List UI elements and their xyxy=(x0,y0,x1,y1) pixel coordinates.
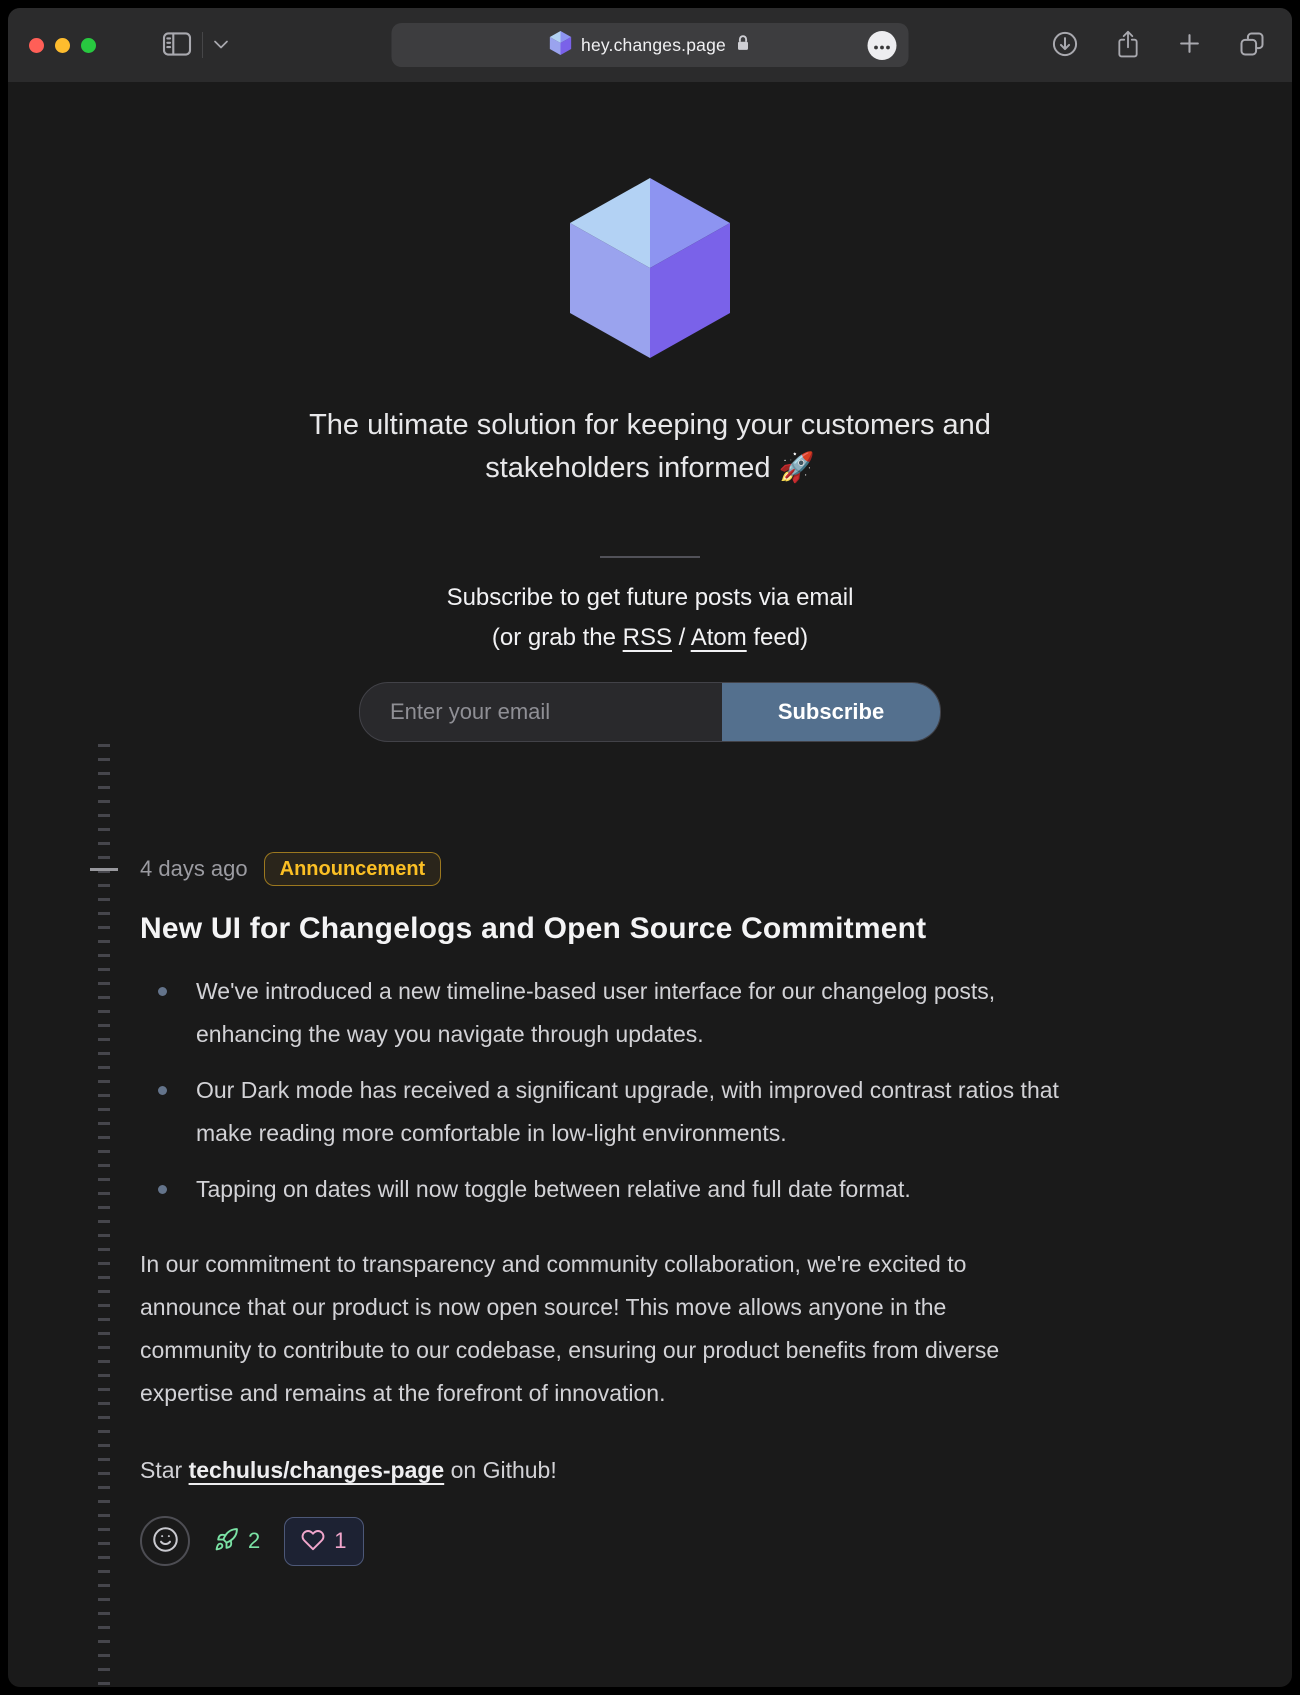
ellipsis-icon xyxy=(874,38,891,53)
toolbar-actions xyxy=(1051,29,1266,62)
rocket-icon xyxy=(214,1527,239,1555)
hero-section xyxy=(8,82,1292,742)
timeline-section xyxy=(8,742,1292,1687)
sidebar-controls xyxy=(162,31,229,60)
maximize-button[interactable] xyxy=(81,38,96,53)
browser-window xyxy=(8,8,1292,1687)
tab-overview-button[interactable] xyxy=(1238,30,1266,61)
heart-reaction-button[interactable] xyxy=(284,1517,363,1566)
post-title: New UI for Changelogs and Open Source Commitment xyxy=(140,912,927,945)
page-menu-button[interactable] xyxy=(868,31,897,60)
site-favicon-cube-icon xyxy=(549,31,571,60)
rocket-reaction-button[interactable] xyxy=(214,1527,260,1555)
download-icon xyxy=(1051,30,1079,61)
downloads-button[interactable] xyxy=(1051,30,1079,61)
timeline-post-tick xyxy=(90,868,118,871)
address-bar[interactable] xyxy=(392,23,909,67)
cube-logo xyxy=(570,178,730,358)
url-text: hey.changes.page xyxy=(581,34,726,55)
share-button[interactable] xyxy=(1115,29,1141,62)
feed-links-line xyxy=(8,624,1292,652)
plus-icon xyxy=(1177,31,1202,59)
smiley-icon xyxy=(152,1526,179,1556)
post-date[interactable]: 4 days ago xyxy=(140,856,248,881)
post-paragraph: In our commitment to transparency and community collaboration, we're excited to announce that our product is now open source! This move allows anyone in the community to contribute to our codebase, ensuring our product benefits from diverse expertise and remains at the forefront of innovation. xyxy=(140,1251,1000,1406)
tab-overview-icon xyxy=(1238,30,1266,61)
subscribe-button[interactable]: Subscribe xyxy=(722,683,940,741)
announcement-badge[interactable]: Announcement xyxy=(264,852,442,886)
page-tagline: The ultimate solution for keeping your customers and stakeholders informed 🚀 xyxy=(309,409,991,484)
sidebar-toggle-button[interactable] xyxy=(162,31,192,60)
feed-line-suffix: feed) xyxy=(746,624,809,651)
bullet-item: We've introduced a new timeline-based user interface for our changelog posts, enhancing the way you navigate through updates. xyxy=(140,970,1100,1056)
minimize-button[interactable] xyxy=(55,38,70,53)
heart-icon xyxy=(301,1528,325,1555)
atom-link[interactable]: Atom xyxy=(690,624,747,651)
share-icon xyxy=(1115,29,1141,62)
timeline-dashed-line xyxy=(98,744,110,1687)
rocket-count: 2 xyxy=(248,1528,261,1553)
github-repo-link[interactable]: techulus/changes-page xyxy=(188,1457,445,1483)
reactions-bar xyxy=(140,1516,1172,1566)
heart-count: 1 xyxy=(334,1528,347,1553)
github-line-prefix: Star xyxy=(140,1457,189,1483)
bullet-item: Tapping on dates will now toggle between relative and full date format. xyxy=(140,1168,1100,1211)
close-button[interactable] xyxy=(29,38,44,53)
subscribe-text: Subscribe to get future posts via email xyxy=(446,584,854,611)
page-content xyxy=(8,82,1292,1687)
add-reaction-button[interactable] xyxy=(140,1516,190,1566)
sidebar-menu-button[interactable] xyxy=(213,38,229,53)
new-tab-button[interactable] xyxy=(1177,31,1202,59)
post-bullet-list xyxy=(140,970,1100,1211)
feed-line-prefix: (or grab the xyxy=(491,624,623,651)
browser-toolbar xyxy=(8,8,1292,82)
github-line-suffix: on Github! xyxy=(444,1457,557,1483)
post-meta xyxy=(140,852,1172,886)
rss-link[interactable]: RSS xyxy=(622,624,672,651)
github-line xyxy=(140,1457,1172,1484)
email-input[interactable] xyxy=(360,683,722,741)
changelog-post xyxy=(140,852,1172,1566)
hero-divider xyxy=(600,556,700,558)
sidebar-icon xyxy=(162,31,192,60)
chevron-down-icon xyxy=(213,38,229,53)
feed-line-mid: / xyxy=(672,624,691,651)
bullet-item: Our Dark mode has received a significant upgrade, with improved contrast ratios that make reading more comfortable in low-light environments. xyxy=(140,1069,1100,1155)
subscribe-form xyxy=(359,682,941,742)
toolbar-divider xyxy=(202,32,203,58)
window-controls xyxy=(29,38,96,53)
lock-icon xyxy=(736,34,751,57)
